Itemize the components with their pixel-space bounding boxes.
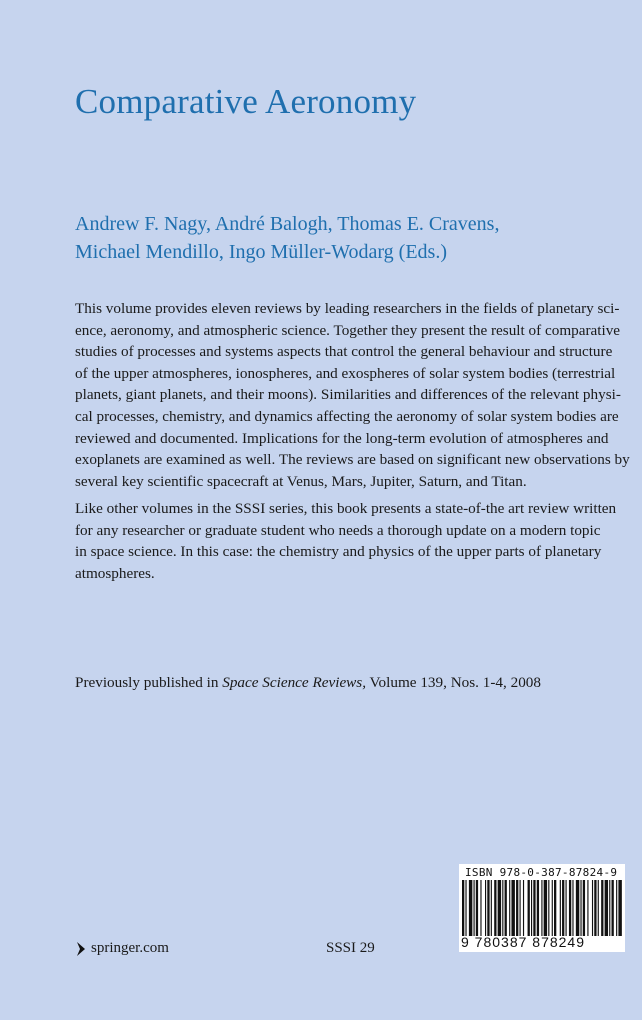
- barcode-digits: 9 780387 878249: [461, 934, 585, 950]
- isbn-barcode: [459, 864, 625, 952]
- text-line: cal processes, chemistry, and dynamics affecting the aeronomy of solar system bodies are: [75, 407, 619, 425]
- book-title: Comparative Aeronomy: [75, 82, 417, 121]
- text-line: planets, giant planets, and their moons). Similarities and differences of the relevant physi-: [75, 386, 621, 404]
- text-line: for any researcher or graduate student who needs a thorough update on a modern topic: [75, 521, 601, 539]
- text-line: studies of processes and systems aspects that control the general behaviour and structure: [75, 343, 613, 361]
- description-paragraph-1: [75, 298, 630, 492]
- previously-suffix: Volume 139, Nos. 1-4, 2008: [366, 674, 541, 691]
- text-line: ence, aeronomy, and atmospheric science. Together they present the result of comparative: [75, 321, 621, 339]
- series-number: SSSI 29: [326, 940, 375, 956]
- editors-line-1: Andrew F. Nagy, André Balogh, Thomas E. Cravens,: [75, 213, 500, 235]
- text-line: exoplanets are examined as well. The reviews are based on significant new observations by: [75, 451, 630, 469]
- editors-line-2: Michael Mendillo, Ingo Müller-Wodarg (Eds.): [75, 241, 447, 263]
- website-label: springer.com: [91, 940, 169, 956]
- description-paragraph-2: [75, 498, 617, 584]
- text-line: This volume provides eleven reviews by leading researchers in the fields of planetary sci-: [75, 300, 620, 317]
- barcode-bars: [462, 880, 622, 936]
- previously-published-note: [75, 674, 541, 692]
- text-line: in space science. In this case: the chemistry and physics of the upper parts of planetary: [75, 543, 602, 561]
- springer-link[interactable]: [75, 940, 169, 957]
- text-line: of the upper atmospheres, ionospheres, and exospheres of solar system bodies (terrestrial: [75, 364, 616, 382]
- text-line: reviewed and documented. Implications for the long-term evolution of atmospheres and: [75, 429, 609, 447]
- previously-prefix: Previously published in: [75, 674, 223, 691]
- text-line: Like other volumes in the SSSI series, this book presents a state-of-the art review written: [75, 500, 617, 517]
- chevron-right-icon: [75, 941, 87, 957]
- editors-list: [75, 210, 595, 266]
- journal-name: Space Science Reviews,: [222, 674, 367, 691]
- text-line: several key scientific spacecraft at Venus, Mars, Jupiter, Saturn, and Titan.: [75, 472, 527, 490]
- isbn-label: ISBN 978-0-387-87824-9: [465, 866, 618, 879]
- text-line: atmospheres.: [75, 564, 155, 582]
